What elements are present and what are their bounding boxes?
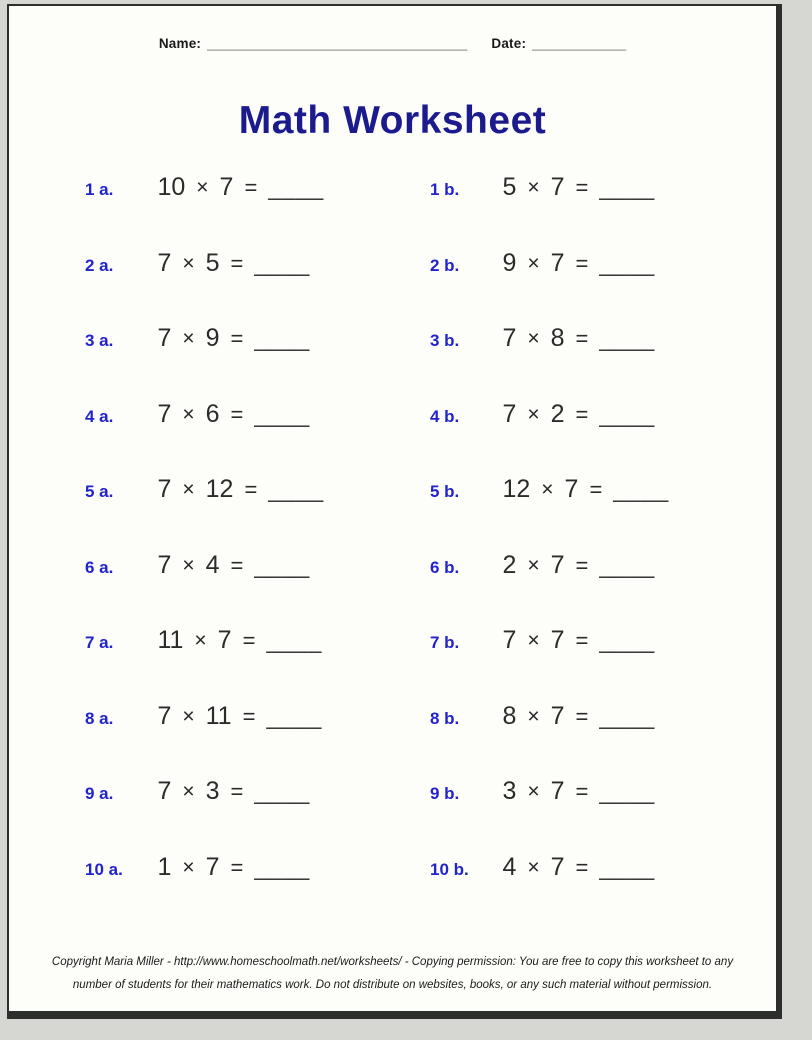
- problem-expression: [502, 551, 654, 580]
- problem-expression: [157, 626, 321, 655]
- factor-2: 7: [217, 626, 232, 654]
- problem-expression: [157, 400, 309, 429]
- times-sign: ×: [527, 780, 540, 803]
- problem-number-label: 9 a.: [85, 784, 114, 803]
- answer-blank: ____: [599, 853, 655, 881]
- factor-1: 7: [502, 626, 517, 654]
- answer-blank: ____: [599, 551, 655, 579]
- factor-2: 11: [205, 701, 232, 730]
- equals-sign: =: [575, 175, 589, 200]
- problem-number-label: 10 b.: [430, 859, 469, 879]
- problem-row: [85, 853, 776, 929]
- problem-cell: [85, 551, 430, 627]
- problem-cell: [85, 400, 430, 476]
- equals-sign: =: [230, 552, 244, 578]
- problem-row: [85, 400, 776, 476]
- times-sign: ×: [182, 704, 195, 728]
- factor-2: 7: [219, 173, 234, 201]
- problem-expression: [502, 853, 654, 882]
- factor-1: 7: [157, 248, 172, 277]
- factor-1: 11: [157, 626, 184, 654]
- equals-sign: =: [230, 401, 244, 427]
- problem-cell: [85, 249, 430, 325]
- times-sign: ×: [182, 327, 195, 350]
- answer-blank: ____: [613, 476, 669, 503]
- times-sign: ×: [527, 704, 540, 728]
- name-date-header: [9, 36, 776, 51]
- problem-cell: [430, 777, 776, 853]
- factor-2: 7: [550, 852, 565, 881]
- answer-blank: ____: [599, 627, 655, 654]
- factor-1: 10: [157, 173, 186, 201]
- times-sign: ×: [527, 327, 540, 350]
- factor-1: 7: [502, 399, 517, 428]
- times-sign: ×: [527, 402, 540, 426]
- problem-number-label: 7 a.: [85, 633, 114, 652]
- factor-2: 5: [205, 248, 220, 277]
- times-sign: ×: [527, 251, 540, 275]
- answer-blank: ____: [254, 853, 310, 881]
- problem-row: [85, 475, 776, 551]
- times-sign: ×: [182, 402, 195, 426]
- factor-1: 4: [502, 852, 517, 881]
- problem-number-label: 6 a.: [85, 557, 114, 577]
- problem-cell: [85, 702, 430, 778]
- problem-expression: [502, 475, 668, 504]
- problem-cell: [85, 853, 430, 929]
- problem-cell: [430, 853, 776, 929]
- answer-blank: ____: [599, 249, 655, 277]
- factor-1: 8: [502, 701, 517, 730]
- equals-sign: =: [575, 401, 589, 427]
- factor-1: 7: [157, 701, 172, 730]
- equals-sign: =: [575, 250, 589, 276]
- problem-cell: [430, 551, 776, 627]
- equals-sign: =: [230, 779, 244, 804]
- factor-2: 7: [550, 173, 565, 201]
- problem-number-label: 5 b.: [430, 482, 460, 501]
- answer-blank: ____: [268, 476, 324, 503]
- factor-2: 3: [205, 777, 220, 805]
- problem-row: [85, 626, 776, 702]
- problem-number-label: 2 b.: [430, 255, 460, 275]
- answer-blank: ____: [254, 325, 310, 352]
- problem-expression: [502, 777, 654, 806]
- problem-row: [85, 324, 776, 400]
- problem-number-label: 4 a.: [85, 406, 114, 426]
- problem-cell: [85, 475, 430, 551]
- factor-1: 9: [502, 248, 517, 277]
- answer-blank: ____: [254, 551, 310, 579]
- problem-number-label: 3 a.: [85, 331, 114, 350]
- problem-cell: [430, 173, 776, 249]
- times-sign: ×: [527, 176, 540, 199]
- equals-sign: =: [230, 326, 244, 351]
- equals-sign: =: [575, 703, 589, 729]
- problem-number-label: 4 b.: [430, 406, 460, 426]
- factor-2: 12: [205, 475, 234, 503]
- problem-number-label: 2 a.: [85, 255, 114, 275]
- name-label: Name:: [158, 36, 202, 51]
- answer-blank: ____: [599, 702, 655, 730]
- equals-sign: =: [575, 779, 589, 804]
- factor-1: 7: [157, 399, 172, 428]
- factor-2: 2: [550, 399, 565, 428]
- problem-cell: [430, 400, 776, 476]
- problem-number-label: 1 a.: [85, 180, 114, 199]
- problem-expression: [502, 400, 654, 429]
- problem-row: [85, 551, 776, 627]
- equals-sign: =: [244, 175, 258, 200]
- times-sign: ×: [541, 478, 554, 501]
- copyright-line-2: number of students for their mathematics work. Do not distribute on websites, books, or any such material without permission.: [72, 979, 713, 991]
- factor-2: 7: [550, 248, 565, 277]
- problem-cell: [430, 702, 776, 778]
- problem-number-label: 1 b.: [430, 180, 460, 199]
- problem-expression: [157, 853, 309, 882]
- problem-number-label: 10 a.: [85, 859, 123, 879]
- times-sign: ×: [182, 251, 195, 275]
- factor-2: 7: [205, 852, 220, 881]
- problem-expression: [157, 777, 309, 806]
- problem-number-label: 7 b.: [430, 633, 460, 652]
- problem-cell: [85, 626, 430, 702]
- problem-expression: [157, 551, 309, 580]
- equals-sign: =: [575, 854, 589, 880]
- factor-1: 7: [157, 777, 172, 805]
- factor-1: 7: [502, 324, 517, 352]
- problem-row: [85, 249, 776, 325]
- answer-blank: ____: [599, 778, 655, 805]
- problem-row: [85, 173, 776, 249]
- problems-grid: [9, 173, 776, 928]
- problem-cell: [85, 324, 430, 400]
- equals-sign: =: [244, 477, 258, 502]
- factor-2: 6: [205, 399, 220, 428]
- factor-1: 2: [502, 550, 517, 579]
- equals-sign: =: [230, 854, 244, 880]
- times-sign: ×: [182, 780, 195, 803]
- problem-cell: [430, 626, 776, 702]
- factor-1: 3: [502, 777, 517, 805]
- problem-expression: [157, 324, 309, 353]
- factor-1: 7: [157, 475, 172, 503]
- times-sign: ×: [182, 553, 195, 577]
- date-blank-line: _____________: [532, 36, 627, 51]
- answer-blank: ____: [599, 325, 655, 352]
- problem-expression: [502, 173, 654, 202]
- page-title: Math Worksheet: [238, 99, 547, 142]
- problem-expression: [157, 249, 309, 278]
- problem-expression: [502, 249, 654, 278]
- times-sign: ×: [182, 478, 195, 501]
- name-blank-line: ____________________________________: [207, 36, 468, 51]
- problem-number-label: 9 b.: [430, 784, 460, 803]
- worksheet-page: [7, 4, 782, 1019]
- equals-sign: =: [575, 628, 589, 653]
- answer-blank: ____: [254, 778, 310, 805]
- factor-2: 9: [205, 324, 220, 352]
- problem-expression: [502, 702, 654, 731]
- problem-row: [85, 777, 776, 853]
- times-sign: ×: [527, 553, 540, 577]
- times-sign: ×: [182, 855, 195, 879]
- factor-1: 7: [157, 550, 172, 579]
- date-label: Date:: [491, 36, 527, 51]
- factor-2: 7: [564, 475, 579, 503]
- problem-expression: [502, 626, 654, 655]
- factor-1: 7: [157, 324, 172, 352]
- answer-blank: ____: [266, 627, 322, 654]
- problem-number-label: 3 b.: [430, 331, 460, 350]
- equals-sign: =: [575, 326, 589, 351]
- factor-2: 8: [550, 324, 565, 352]
- factor-2: 7: [550, 550, 565, 579]
- answer-blank: ____: [268, 174, 324, 201]
- answer-blank: ____: [266, 702, 322, 730]
- problem-cell: [85, 173, 430, 249]
- answer-blank: ____: [599, 174, 655, 201]
- copyright-footer: [9, 951, 776, 997]
- copyright-line-1: Copyright Maria Miller - http://www.homeschoolmath.net/worksheets/ - Copying permission: You are free to copy this worksheet to any: [51, 956, 734, 968]
- problem-cell: [85, 777, 430, 853]
- problem-cell: [430, 249, 776, 325]
- problem-expression: [157, 173, 323, 202]
- times-sign: ×: [194, 629, 207, 652]
- equals-sign: =: [242, 628, 256, 653]
- problem-expression: [502, 324, 654, 353]
- answer-blank: ____: [254, 400, 310, 428]
- equals-sign: =: [242, 703, 256, 729]
- factor-2: 7: [550, 777, 565, 805]
- problem-expression: [157, 475, 323, 504]
- equals-sign: =: [589, 477, 603, 502]
- problem-row: [85, 702, 776, 778]
- equals-sign: =: [230, 250, 244, 276]
- factor-2: 7: [550, 626, 565, 654]
- factor-2: 7: [550, 701, 565, 730]
- problem-number-label: 8 b.: [430, 708, 460, 728]
- problem-cell: [430, 475, 776, 551]
- problem-cell: [430, 324, 776, 400]
- times-sign: ×: [527, 855, 540, 879]
- factor-1: 1: [157, 852, 172, 881]
- equals-sign: =: [575, 552, 589, 578]
- factor-1: 5: [502, 173, 517, 201]
- factor-2: 4: [205, 550, 220, 579]
- problem-number-label: 8 a.: [85, 708, 114, 728]
- factor-1: 12: [502, 475, 531, 503]
- answer-blank: ____: [599, 400, 655, 428]
- times-sign: ×: [527, 629, 540, 652]
- answer-blank: ____: [254, 249, 310, 277]
- problem-expression: [157, 702, 321, 731]
- problem-number-label: 6 b.: [430, 557, 460, 577]
- problem-number-label: 5 a.: [85, 482, 114, 501]
- times-sign: ×: [196, 176, 209, 199]
